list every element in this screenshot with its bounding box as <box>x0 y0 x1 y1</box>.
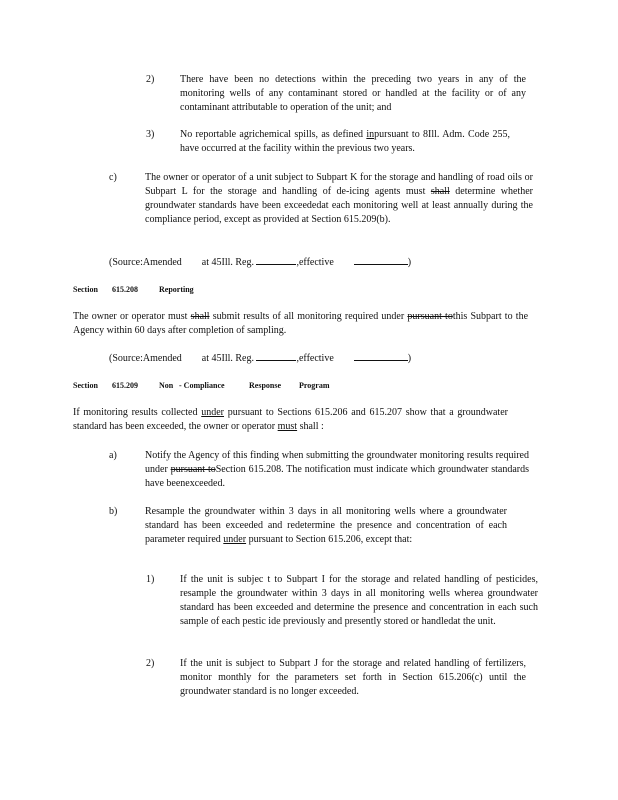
section-615-208-text: The owner or operator must shall submit results of all monitoring required under pursuant tothis Subpart to the Agency within 60 days after completion of sampling. <box>73 311 529 336</box>
item-label-3: 3) <box>146 129 155 140</box>
section-615-209-intro: If monitoring results collected under pursuant to Sections 615.206 and 615.207 show that a groundwater standard has been exceeded, the owner or operator must shall : <box>73 407 508 432</box>
item-b1-text: If the unit is subjec t to Subpart I for the storage and related handling of pesticides, resample the groundwater within 3 days in all monitoring wells wherea groundwater standard has been exceeded and determine the presence and concentration in each such sample of each pestic ide previously and presently stored or handledat the unit. <box>180 574 538 627</box>
item-b-text: Resample the groundwater within 3 days in all monitoring wells where a groundwater standard has been exceeded and redetermine the presence and concentration of each parameter required under pursuant to Section 615.206, except that: <box>145 506 507 545</box>
item-2-text: There have been no detections within the preceding two years in any of the monitoring wells of any contaminant stored or handled at the facility or of any contaminant attributable to operation of the unit; and <box>180 74 526 113</box>
item-label-b: b) <box>109 506 118 517</box>
item-label-a: a) <box>109 450 117 461</box>
section-heading-615-208: Section 615.208 Reporting <box>73 285 194 294</box>
item-label-2: 2) <box>146 74 155 85</box>
item-b2-text: If the unit is subject to Subpart J for the storage and related handling of fertilizers, monitor monthly for the parameters set forth in Section 615.206(c) until the groundwater standard is no longer exceeded. <box>180 658 526 697</box>
item-label-b1: 1) <box>146 574 155 585</box>
source-note-1: (Source:Amended at 45Ill. Reg. ,effective ) <box>109 257 412 268</box>
source-note-2: (Source:Amended at 45Ill. Reg. ,effective ) <box>109 353 412 364</box>
item-3-text: No reportable agrichemical spills, as defined inpursuant to 8Ill. Adm. Code 255, have occurred at the facility within the previous two years. <box>180 129 510 154</box>
item-a-text: Notify the Agency of this finding when submitting the groundwater monitoring results required under pursuant toSection 615.208. The notification must indicate which groundwater standards have beenexceeded. <box>145 450 529 489</box>
item-label-c: c) <box>109 172 117 183</box>
section-heading-615-209: Section 615.209 Non - Compliance Response Program <box>73 381 330 390</box>
item-label-b2: 2) <box>146 658 155 669</box>
item-c-text: The owner or operator of a unit subject to Subpart K for the storage and handling of road oils or Subpart L for the storage and handling of de-icing agents must shall determine whether groundwater standards have been exceededat each monitoring well at least annually during the compliance period, except as provided at Section 615.209(b). <box>145 172 533 225</box>
